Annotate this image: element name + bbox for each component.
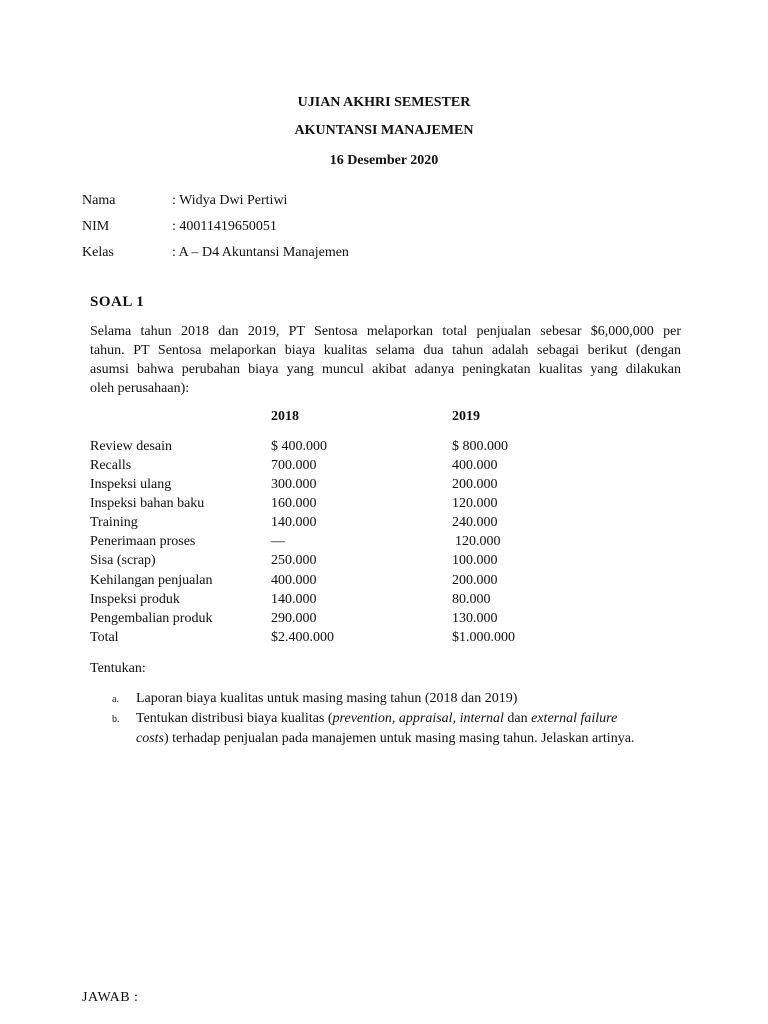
table-header-2018: 2018 [271,409,299,424]
task-text-italic: costs [136,731,164,746]
row-label: Inspeksi bahan baku [90,496,205,511]
task-text-line-1 [136,711,617,727]
row-value-2018: 160.000 [271,496,317,511]
row-label: Sisa (scrap) [90,553,156,568]
row-value-2018: — [271,534,285,549]
table-header-2019: 2019 [452,409,480,424]
task-text-segment: ) terhadap penjualan pada manajemen untuk masing masing tahun. Jelaskan artinya. [164,731,635,746]
task-text: Laporan biaya kualitas untuk masing masing tahun (2018 dan 2019) [136,691,518,706]
row-value-2018: 300.000 [271,477,317,492]
soal-heading: SOAL 1 [90,294,145,310]
row-value-2018: $ 400.000 [271,439,327,454]
table-row [90,458,690,477]
exam-title: UJIAN AKHRI SEMESTER [297,95,471,110]
info-value-kelas: : A – D4 Akuntansi Manajemen [172,245,349,260]
list-marker: b. [112,714,120,725]
row-value-2019: 130.000 [452,611,498,626]
row-value-2018: 250.000 [271,553,317,568]
row-label: Inspeksi ulang [90,477,172,492]
table-row [90,611,690,630]
task-text-segment: Tentukan distribusi biaya kualitas ( [136,711,333,726]
info-value-nama: : Widya Dwi Pertiwi [172,193,288,208]
soal-paragraph [90,322,681,398]
table-row [90,477,690,496]
task-text-line-2 [136,731,634,747]
row-label: Total [90,630,119,645]
answer-label: JAWAB : [82,990,139,1005]
task-text-segment: dan [503,711,532,726]
row-value-2019: $ 800.000 [452,439,508,454]
row-value-2019: 200.000 [452,477,498,492]
task-text-italic: prevention, appraisal, internal [332,711,504,726]
info-label-nim: NIM [82,219,110,234]
paragraph-line: tahun. PT Sentosa melaporkan biaya kualitas selama dua tahun adalah sebagai berikut (dengan [90,343,681,358]
row-label: Training [90,515,138,530]
row-label: Penerimaan proses [90,534,196,549]
tasks-intro: Tentukan: [90,661,146,676]
table-row [90,439,690,458]
row-label: Review desain [90,439,173,454]
row-value-2019: 80.000 [452,592,491,607]
row-value-2018: 140.000 [271,592,317,607]
row-value-2019: 100.000 [452,553,498,568]
row-value-2018: 290.000 [271,611,317,626]
table-row [90,573,690,592]
row-label: Recalls [90,458,132,473]
row-value-2019: 120.000 [455,534,501,549]
info-label-nama: Nama [82,193,116,208]
table-row [90,592,690,611]
row-value-2019: 240.000 [452,515,498,530]
list-marker: a. [112,694,119,705]
table-row [90,630,690,649]
row-value-2019: 200.000 [452,573,498,588]
row-label: Kehilangan penjualan [90,573,213,588]
row-value-2018: $2.400.000 [271,630,334,645]
table-row [90,553,690,572]
paragraph-line: oleh perusahaan): [90,381,190,396]
table-row [90,534,690,553]
paragraph-line: asumsi bahwa perubahan biaya yang muncul akibat adanya peningkatan kualitas yang dilakukan [90,362,681,377]
row-value-2018: 400.000 [271,573,317,588]
row-value-2018: 140.000 [271,515,317,530]
table-row [90,515,690,534]
paragraph-line: Selama tahun 2018 dan 2019, PT Sentosa melaporkan total penjualan sebesar $6,000,000 per [90,324,681,339]
row-value-2018: 700.000 [271,458,317,473]
info-value-nim: : 40011419650051 [172,219,277,234]
exam-subject: AKUNTANSI MANAJEMEN [294,123,474,138]
row-label: Pengembalian produk [90,611,213,626]
row-value-2019: $1.000.000 [452,630,515,645]
row-label: Inspeksi produk [90,592,180,607]
table-row [90,496,690,515]
row-value-2019: 120.000 [452,496,498,511]
exam-date: 16 Desember 2020 [329,153,439,168]
row-value-2019: 400.000 [452,458,498,473]
task-text-italic: external failure [531,711,618,726]
info-label-kelas: Kelas [82,245,114,260]
